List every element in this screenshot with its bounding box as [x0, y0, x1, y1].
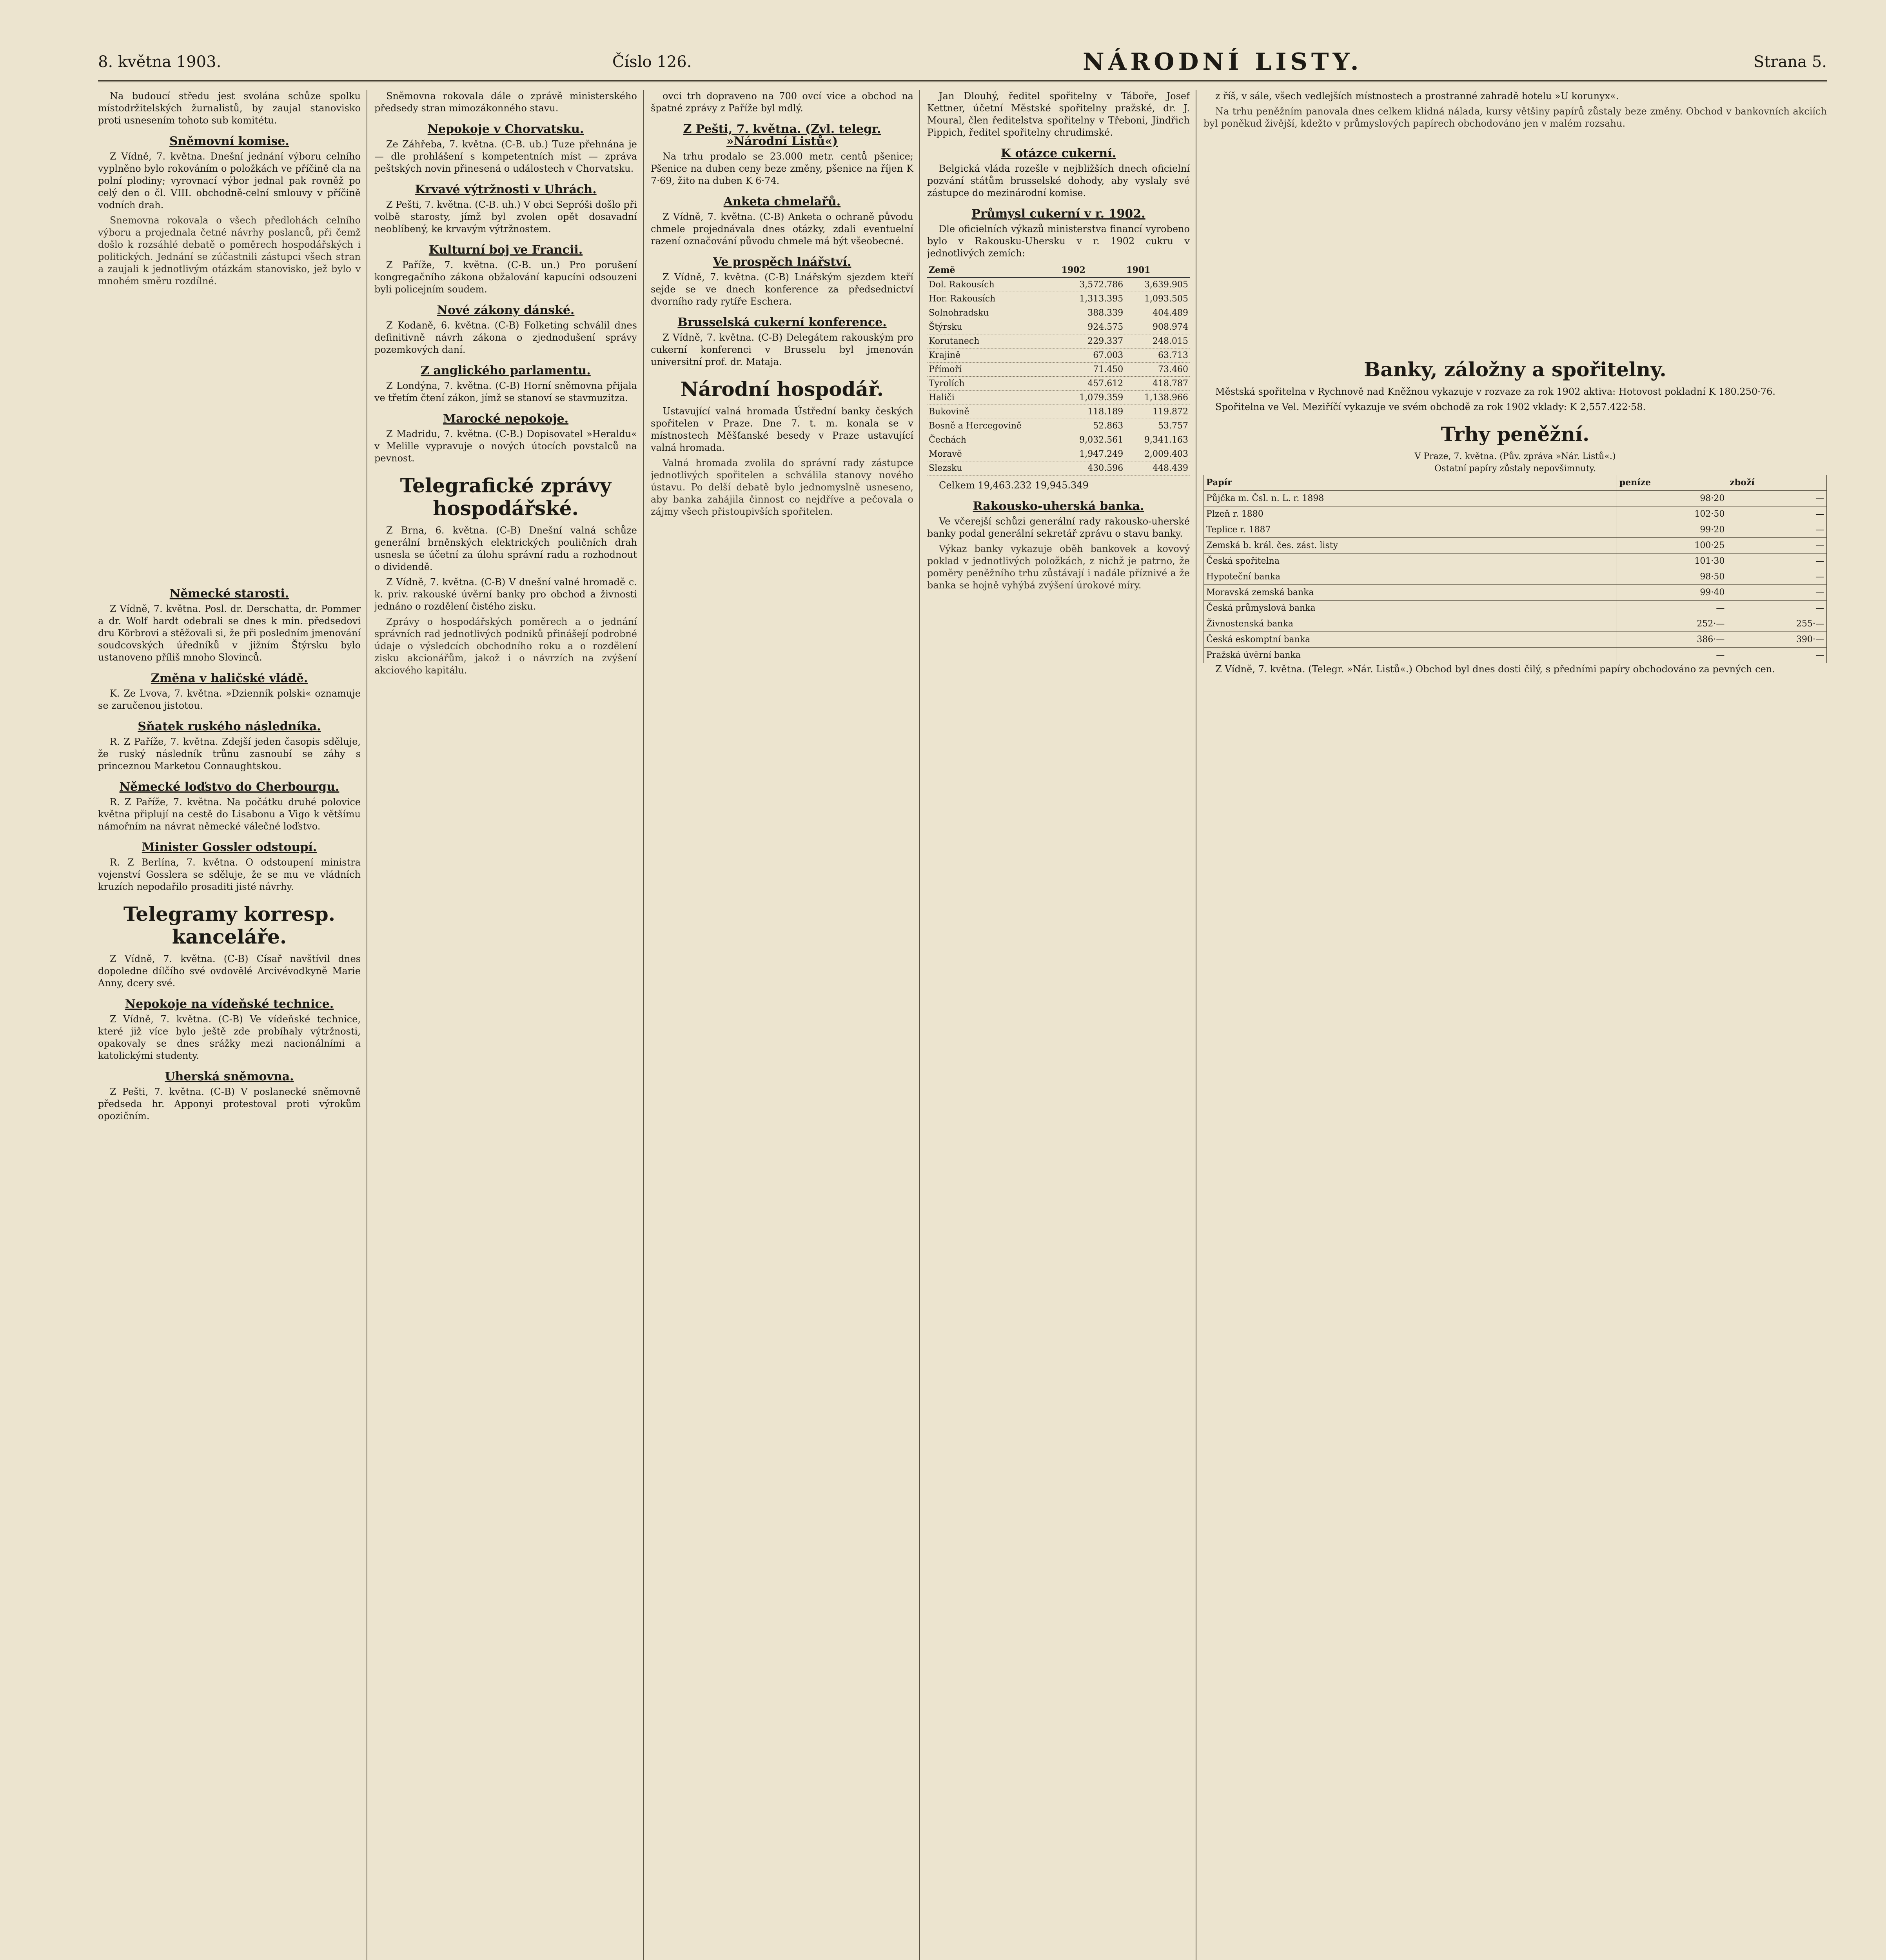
article-text: Dle oficielních výkazů ministerstva financí vyrobeno bylo v Rakousku-Uhersku v r. 1902 cukru v jednotlivých zemích:	[927, 223, 1190, 259]
table-row	[927, 419, 1190, 433]
column-3	[651, 90, 913, 1960]
article-text: Z Vídně, 7. května. Posl. dr. Derschatta, dr. Pommer a dr. Wolf hardt odebrali se dnes k min. předsedovi dru Körbrovi a stěžovali si, že při posledním jmenování soudcovských úředníků v jižním Štýrsku bylo ustanoveno příliš mnoho Slovinců.	[98, 603, 361, 663]
table-cell-value: 101·30	[1617, 554, 1727, 569]
section-heading: Nepokoje na vídeňské technice.	[125, 997, 334, 1011]
article-text: Z Pešti, 7. května. (C-B) V poslanecké sněmovně předseda hr. Apponyi protestoval proti výrokům opozičním.	[98, 1086, 361, 1122]
article-text: R. Z Berlína, 7. května. O odstoupení ministra vojenství Gosslera se sděluje, že se mu ve vládních kruzích nepodařilo prosaditi jisté návrhy.	[98, 857, 361, 892]
section-title: Trhy peněžní.	[1441, 423, 1590, 446]
table-row	[927, 433, 1190, 447]
table-cell-value: —	[1727, 506, 1827, 522]
table-cell-value: 1,079.359	[1060, 391, 1125, 405]
table-cell-value: 63.713	[1125, 348, 1190, 363]
table-cell-value: 418.787	[1125, 377, 1190, 391]
section-heading: Změna v haličské vládě.	[151, 671, 308, 685]
table-cell-value: 924.575	[1060, 320, 1125, 334]
section-heading: Uherská sněmovna.	[165, 1070, 294, 1083]
article-body: Výkaz banky vykazuje oběh bankovek a kovový poklad v jednotlivých položkách, z nichž je patrno, že poměry peněžního trhu zůstávají i nadále příznivé a že banka se hojně vyhýbá zvýšení úrokové míry.	[927, 543, 1190, 591]
table-cell-region: Solnohradsku	[927, 306, 1060, 320]
table-row	[927, 377, 1190, 391]
article-text: Ze Záhřeba, 7. května. (C-B. ub.) Tuze přehnána je — dle prohlášení s kompetentních míst — zpráva peštských novin přinesená o událostech v Chorvatsku.	[374, 139, 637, 174]
exchange-rates-table	[1203, 475, 1827, 663]
table-cell-value: 390·—	[1727, 632, 1827, 648]
article-text: Z Kodaně, 6. května. (C-B) Folketing schválil dnes definitivně návrh zákona o zjednodušení správy pozemkových daní.	[374, 320, 637, 355]
article-text: Spořitelna ve Vel. Meziříčí vykazuje ve svém obchodě za rok 1902 vklady: K 2,557.422·58.	[1215, 401, 1646, 412]
table-cell-value: 73.460	[1125, 363, 1190, 377]
table-cell-value: 1,093.505	[1125, 292, 1190, 306]
table-cell-value: —	[1617, 601, 1727, 616]
article-intro: ovci trh dopraveno na 700 ovcí vice a obchod na špatné zprávy z Paříže byl mdlý.	[651, 91, 913, 114]
table-cell-region: Haliči	[927, 391, 1060, 405]
article-body: Valná hromada zvolila do správní rady zástupce jednotlivých spořitelen a schválila stanovy nového ústavu. Po delší debatě bylo jednomyslně usneseno, aby banka zahájila činnost co nejdříve a pečovala o zájmy všech přistoupivších spořitelen.	[651, 457, 913, 517]
section-heading: Sněmovní komise.	[169, 134, 289, 148]
section-title: Telegramy korresp. kanceláře.	[123, 902, 336, 948]
table-cell-value: 99·20	[1617, 522, 1727, 538]
section-heading: Nové zákony dánské.	[437, 303, 575, 317]
article-text: Z Madridu, 7. května. (C-B.) Dopisovatel »Heraldu« v Melille vypravuje o nových útocích povstalců na pevnost.	[374, 428, 637, 464]
column-divider	[643, 90, 644, 1960]
table-cell-value: 9,341.163	[1125, 433, 1190, 447]
table-row	[927, 334, 1190, 348]
section-heading: Ve prospěch lnářství.	[713, 255, 851, 269]
article-text: Z Brna, 6. května. (C-B) Dnešní valná schůze generální brněnských elektrických pouličních drah usnesla se účetní za úlohu správní radu a rozhodnout o dividendě.	[374, 525, 637, 572]
table-cell-value: 908.974	[1125, 320, 1190, 334]
table-row	[927, 461, 1190, 475]
table-cell-region: Bukovině	[927, 405, 1060, 419]
table-cell-value: 248.015	[1125, 334, 1190, 348]
table-cell-value: 98·20	[1617, 491, 1727, 506]
table-header: Papír	[1204, 475, 1617, 491]
table-row	[927, 278, 1190, 292]
table-cell-region: Tyrolích	[927, 377, 1060, 391]
table-cell-security: Česká spořitelna	[1204, 554, 1617, 569]
article-intro: Na budoucí středu jest svolána schůze spolku místodržitelských žurnalistů, by zaujal stanovisko proti usnesením tohoto sub komitétu.	[98, 91, 361, 126]
table-total: Celkem 19,463.232 19,945.349	[939, 480, 1089, 491]
table-cell-region: Hor. Rakousích	[927, 292, 1060, 306]
column-5	[1203, 90, 1827, 1960]
section-heading: Sňatek ruského následníka.	[138, 720, 321, 733]
article-text: R. Z Paříže, 7. května. Na počátku druhé polovice května připlují na cestě do Lisabonu a Vigo k většímu námořním na návrat německé válečné loďstvo.	[98, 797, 361, 832]
market-subtitle: V Praze, 7. května. (Pův. zpráva »Nár. Listů«.)	[1414, 452, 1616, 461]
table-cell-value: —	[1727, 538, 1827, 554]
table-row	[927, 391, 1190, 405]
table-header: zboží	[1727, 475, 1827, 491]
table-cell-value: 255·—	[1727, 616, 1827, 632]
table-cell-region: Korutanech	[927, 334, 1060, 348]
table-cell-value: —	[1617, 648, 1727, 663]
article-text: Ve včerejší schůzi generální rady rakousko-uherské banky podal generální sekretář zprávu o stavu banky.	[927, 516, 1190, 539]
table-cell-region: Dol. Rakousích	[927, 278, 1060, 292]
section-heading: Z Pešti, 7. května. (Zvl. telegr. »Národní Listů«)	[683, 122, 881, 148]
table-cell-value: —	[1727, 585, 1827, 601]
table-cell-security: Česká průmyslová banka	[1204, 601, 1617, 616]
table-cell-value: 430.596	[1060, 461, 1125, 475]
article-intro: Jan Dlouhý, ředitel spořitelny v Táboře, Josef Kettner, účetní Městské spořitelny pražské, dr. J. Moural, člen ředitelstva spořitelny v Třeboni, Jindřich Pippich, ředitel spořitelny chrudimské.	[927, 91, 1190, 138]
sugar-production-table	[927, 263, 1190, 475]
page-number: Strana 5.	[1753, 53, 1827, 71]
article-text: Z Vídně, 7. května. (C-B) Císař navštívil dnes dopoledne dílčího své ovdovělé Arcivévodkyně Marie Anny, dcery své.	[98, 953, 361, 989]
section-heading: Z anglického parlamentu.	[421, 364, 591, 377]
section-title: Národní hospodář.	[680, 377, 884, 401]
table-cell-value: —	[1727, 522, 1827, 538]
table-header-row	[1204, 475, 1827, 491]
table-cell-value: —	[1727, 554, 1827, 569]
table-row	[1204, 554, 1827, 569]
column-2	[374, 90, 637, 1960]
table-cell-security: Česká eskomptní banka	[1204, 632, 1617, 648]
table-cell-region: Štýrsku	[927, 320, 1060, 334]
section-heading: Kulturní boj ve Francii.	[428, 243, 583, 257]
issue-date: 8. května 1903.	[98, 53, 221, 71]
table-cell-value: 3,572.786	[1060, 278, 1125, 292]
table-cell-value: 2,009.403	[1125, 447, 1190, 461]
table-row	[1204, 522, 1827, 538]
article-text: K. Ze Lvova, 7. května. »Dzienník polski« oznamuje se zaručenou jistotou.	[98, 688, 361, 711]
table-cell-value: 71.450	[1060, 363, 1125, 377]
table-cell-region: Čechách	[927, 433, 1060, 447]
article-text: Z Vídně, 7. května. Dnešní jednání výboru celního vyplněno bylo rokováním o položkách ve příčině cla na polní plodiny; vyrovnací výbor jednal pak rovněž po celý den o čl. VIII. obchodně-celní smlouvy v příčině vodních drah.	[98, 151, 361, 211]
table-cell-value: —	[1727, 569, 1827, 585]
table-cell-value: 1,138.966	[1125, 391, 1190, 405]
table-row	[927, 363, 1190, 377]
table-row	[1204, 585, 1827, 601]
article-body: Snemovna rokovala o všech předlohách celního výboru a projednala četné návrhy poslanců, při čemž došlo k rozsáhlé debatě o poměrech hospodářských i politických. Jednání se zúčastnili zástupci všech stran a zaujali k jednotlivým otázkám stanovisko, jež bylo v mnohém směru rozdílné.	[98, 215, 361, 287]
section-heading: Marocké nepokoje.	[443, 412, 569, 426]
section-heading: Rakousko-uherská banka.	[973, 499, 1144, 513]
section-heading: Německé starosti.	[169, 587, 289, 601]
section-title: Banky, záložny a spořitelny.	[1364, 358, 1666, 381]
article-text: R. Z Paříže, 7. května. Zdejší jeden časopis sděluje, že ruský následník trůnu zasnoubí se záhy s princeznou Marketou Connaughtskou.	[98, 736, 361, 771]
article-text: Městská spořitelna v Rychnově nad Kněžnou vykazuje v rozvaze za rok 1902 aktiva: Hotovost pokladní K 180.250·76.	[1215, 386, 1776, 397]
section-heading: Minister Gossler odstoupí.	[142, 840, 317, 854]
table-cell-security: Pražská úvěrní banka	[1204, 648, 1617, 663]
section-heading: Brusselská cukerní konference.	[677, 316, 887, 329]
article-intro: z říš, v sále, všech vedlejších místnostech a prostranné zahradě hotelu »U korunyx«.	[1215, 91, 1619, 102]
table-row	[1204, 632, 1827, 648]
section-heading: Německé loďstvo do Cherbourgu.	[119, 780, 339, 794]
table-header: Země	[927, 263, 1060, 278]
table-cell-value: 229.337	[1060, 334, 1125, 348]
table-cell-value: 9,032.561	[1060, 433, 1125, 447]
section-heading: K otázce cukerní.	[1000, 147, 1116, 160]
masthead	[98, 43, 1827, 82]
article-text: Z Vídně, 7. května. (C-B) Anketa o ochraně původu chmele projednávala dnes otázky, zdali eventuelní razení označování původu chmele má být všeobecné.	[651, 211, 913, 247]
table-cell-security: Moravská zemská banka	[1204, 585, 1617, 601]
table-row	[1204, 569, 1827, 585]
section-heading: Průmysl cukerní v r. 1902.	[971, 207, 1145, 221]
table-row	[1204, 616, 1827, 632]
table-cell-security: Půjčka m. Čsl. n. L. r. 1898	[1204, 491, 1617, 506]
table-cell-security: Živnostenská banka	[1204, 616, 1617, 632]
table-cell-value: 67.003	[1060, 348, 1125, 363]
article-body: Zprávy o hospodářských poměrech a o jednání správních rad jednotlivých podniků přinášejí podrobné údaje o výsledcích obchodního roku a o rozdělení zisku akcionářům, jakož i o návrzích na zvýšení akciového kapitálu.	[374, 616, 637, 676]
article-intro: Sněmovna rokovala dále o zprávě ministerského předsedy stran mimozákonného stavu.	[374, 91, 637, 114]
newspaper-title: NÁRODNÍ LISTY.	[1082, 48, 1363, 76]
table-cell-value: 404.489	[1125, 306, 1190, 320]
table-cell-value: 98·50	[1617, 569, 1727, 585]
table-cell-value: —	[1727, 648, 1827, 663]
table-cell-value: 386·—	[1617, 632, 1727, 648]
table-cell-security: Teplice r. 1887	[1204, 522, 1617, 538]
table-cell-value: 119.872	[1125, 405, 1190, 419]
table-cell-region: Bosně a Hercegovině	[927, 419, 1060, 433]
article-text: Z Londýna, 7. května. (C-B) Horní sněmovna přijala ve třetím čtení zákon, jímž se stanoví se stavmuzitza.	[374, 380, 637, 403]
table-header: 1902	[1060, 263, 1125, 278]
column-4	[927, 90, 1190, 1960]
article-text: Z Vídně, 7. května. (C-B) Ve vídeňské technice, které již více bylo ještě zde probíhaly výtržnosti, opakovaly se dnes srážky mezi nacionálními a katolickými studenty.	[98, 1014, 361, 1061]
article-text: Z Vídně, 7. května. (C-B) Lnářským sjezdem kteří sejde se ve dnech konference za předsednictví dvorního rady rytíře Eschera.	[651, 272, 913, 307]
table-cell-value: 457.612	[1060, 377, 1125, 391]
article-text: Belgická vláda rozešle v nejbližších dnech oficielní pozvání státům brusselské dohody, aby vyslaly své zástupce do mezinárodní komise.	[927, 163, 1190, 198]
table-row	[1204, 601, 1827, 616]
table-row	[927, 292, 1190, 306]
article-text: Z Vídně, 7. května. (C-B) V dnešní valné hromadě c. k. priv. rakouské úvěrní banky pro obchod a živnosti jednáno o rozdělení čistého zisku.	[374, 577, 637, 612]
table-cell-security: Plzeň r. 1880	[1204, 506, 1617, 522]
section-heading: Krvavé výtržnosti v Uhrách.	[415, 183, 597, 196]
table-row	[1204, 506, 1827, 522]
issue-number: Číslo 126.	[612, 53, 692, 71]
table-row	[927, 348, 1190, 363]
table-cell-value: 252·—	[1617, 616, 1727, 632]
table-cell-security: Zemská b. král. čes. zást. listy	[1204, 538, 1617, 554]
article-text: Z Vídně, 7. května. (Telegr. »Nár. Listů«.) Obchod byl dnes dosti čilý, s předními papíry obchodováno za pevných cen.	[1215, 664, 1775, 675]
table-cell-region: Přímoří	[927, 363, 1060, 377]
table-header-row	[927, 263, 1190, 278]
article-text: Ustavující valná hromada Ústřední banky českých spořitelen v Praze. Dne 7. t. m. konala se v místnostech Měšťanské besedy v Praze ustavující valná hromada.	[651, 406, 913, 453]
table-cell-value: 53.757	[1125, 419, 1190, 433]
table-row	[927, 306, 1190, 320]
article-text: Z Vídně, 7. května. (C-B) Delegátem rakouským pro cukerní konferenci v Brusselu byl jmenován universitní prof. dr. Mataja.	[651, 332, 913, 367]
table-cell-region: Moravě	[927, 447, 1060, 461]
table-row	[1204, 648, 1827, 663]
table-header: peníze	[1617, 475, 1727, 491]
article-text: Z Paříže, 7. května. (C-B. un.) Pro porušení kongregačního zákona obžalování kapucíni odsouzeni byli policejním soudem.	[374, 260, 637, 295]
table-cell-security: Hypoteční banka	[1204, 569, 1617, 585]
article-body: Na trhu peněžním panovala dnes celkem klidná nálada, kursy většiny papírů zůstaly beze změny. Obchod v bankovních akciích byl poněkud živější, kdežto v průmyslových papírech obchodováno jen v malém rozsahu.	[1203, 106, 1827, 129]
table-cell-value: 3,639.905	[1125, 278, 1190, 292]
table-cell-region: Slezsku	[927, 461, 1060, 475]
table-row	[927, 447, 1190, 461]
table-header: 1901	[1125, 263, 1190, 278]
article-text: Na trhu prodalo se 23.000 metr. centů pšenice; Pšenice na duben ceny beze změny, pšenice na říjen K 7·69, žito na duben K 6·74.	[651, 151, 913, 186]
table-row	[927, 405, 1190, 419]
section-heading: Nepokoje v Chorvatsku.	[427, 122, 584, 136]
table-cell-value: 100·25	[1617, 538, 1727, 554]
market-note: Ostatní papíry zůstaly nepovšimnuty.	[1434, 464, 1596, 474]
table-cell-value: 102·50	[1617, 506, 1727, 522]
table-cell-value: 99·40	[1617, 585, 1727, 601]
table-row	[1204, 538, 1827, 554]
article-text: Z Pešti, 7. května. (C-B. uh.) V obci Sepróši došlo při volbě starosty, jímž byl zvolen opět dosavadní neoblíbený, ke krvavým výtržnostem.	[374, 199, 637, 234]
section-title: Telegrafické zprávy hospodářské.	[400, 474, 612, 520]
table-cell-value: —	[1727, 601, 1827, 616]
table-row	[927, 320, 1190, 334]
table-cell-value: 118.189	[1060, 405, 1125, 419]
table-cell-value: 1,313.395	[1060, 292, 1125, 306]
column-divider	[919, 90, 920, 1960]
table-cell-value: 1,947.249	[1060, 447, 1125, 461]
column-1	[98, 90, 361, 1960]
table-cell-value: 448.439	[1125, 461, 1190, 475]
table-cell-value: 388.339	[1060, 306, 1125, 320]
table-row	[1204, 491, 1827, 506]
table-cell-value: —	[1727, 491, 1827, 506]
section-heading: Anketa chmelařů.	[723, 195, 841, 209]
table-cell-region: Krajině	[927, 348, 1060, 363]
table-cell-value: 52.863	[1060, 419, 1125, 433]
